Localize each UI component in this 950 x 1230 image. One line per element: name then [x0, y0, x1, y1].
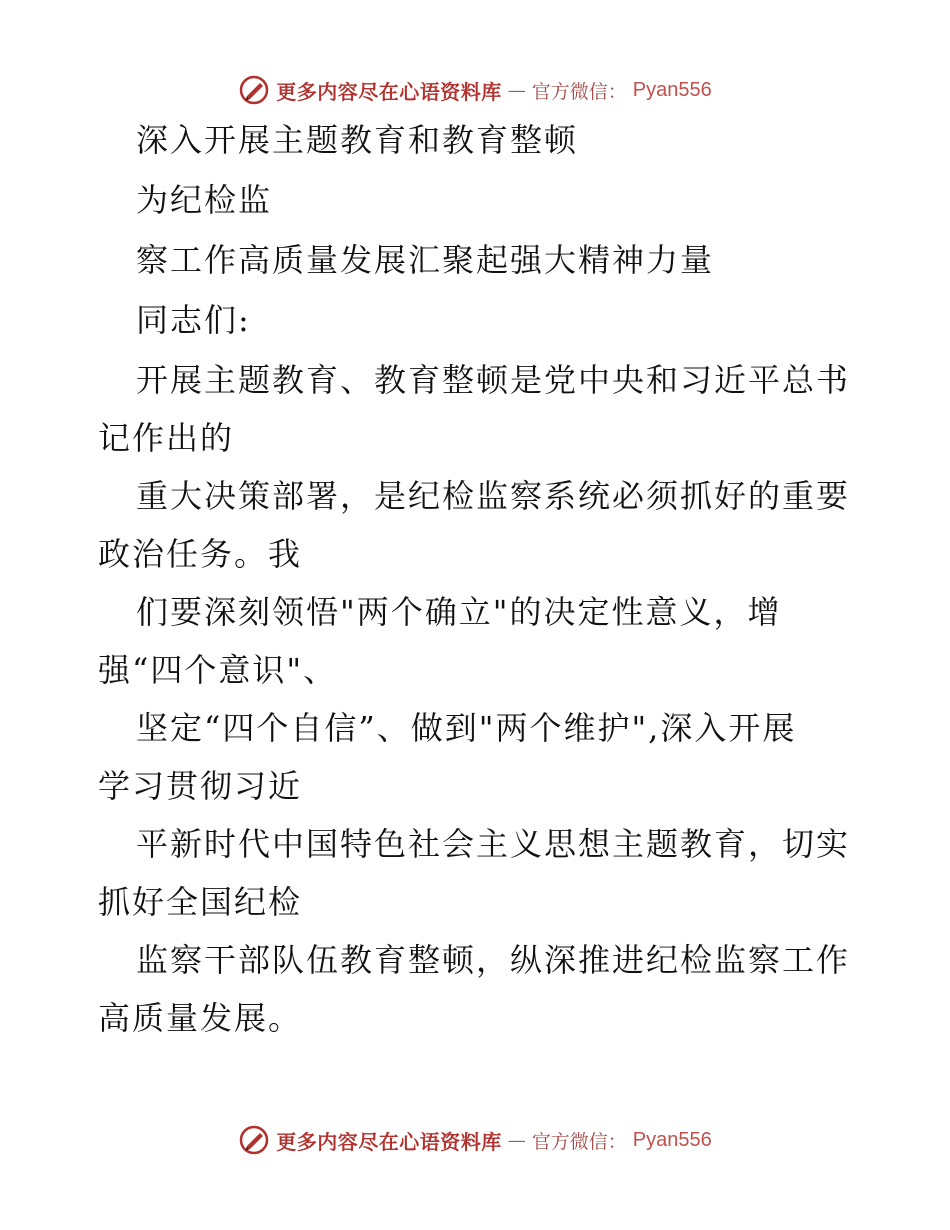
- pen-logo-icon: [238, 74, 270, 106]
- heading-line-1: 深入开展主题教育和教育整顿: [136, 121, 579, 159]
- banner-wechat-id: Pyan556: [632, 1128, 712, 1151]
- paragraph-line: 监察干部队伍教育整顿，纵深推进纪检监察工作: [136, 941, 851, 979]
- paragraph-line: 政治任务。我: [98, 535, 303, 573]
- salutation: 同志们:: [136, 301, 251, 339]
- banner-wechat-id: Pyan556: [632, 78, 712, 101]
- paragraph-line: 学习贯彻习近: [98, 767, 303, 805]
- banner-wechat-label: 官方微信：: [531, 1130, 627, 1153]
- paragraph-line: 开展主题教育、教育整顿是党中央和习近平总书: [136, 361, 851, 399]
- heading-line-2: 为纪检监: [136, 181, 273, 219]
- paragraph-line: 高质量发展。: [98, 999, 303, 1037]
- banner-dash: —: [507, 79, 526, 101]
- paragraph-line: 们要深刻领悟"两个确立"的决定性意义，增: [136, 593, 782, 631]
- heading-line-3: 察工作高质量发展汇聚起强大精神力量: [136, 241, 715, 279]
- paragraph-line: 记作出的: [98, 419, 235, 457]
- banner-dash: —: [507, 1129, 526, 1151]
- header-banner: [0, 70, 950, 110]
- paragraph-line: 坚定“四个自信”、做到"两个维护",深入开展: [136, 709, 797, 747]
- paragraph-line: 重大决策部署，是纪检监察系统必须抓好的重要: [136, 477, 851, 515]
- paragraph-line: 平新时代中国特色社会主义思想主题教育，切实: [136, 825, 851, 863]
- paragraph-line: 抓好全国纪检: [98, 883, 303, 921]
- paragraph-line: 强“四个意识"、: [98, 651, 338, 689]
- pen-logo-icon: [238, 1124, 270, 1156]
- banner-title: 更多内容尽在心语资料库: [276, 79, 502, 104]
- banner-wechat-label: 官方微信：: [531, 80, 627, 103]
- footer-banner: [0, 1120, 950, 1160]
- banner-title: 更多内容尽在心语资料库: [276, 1129, 502, 1154]
